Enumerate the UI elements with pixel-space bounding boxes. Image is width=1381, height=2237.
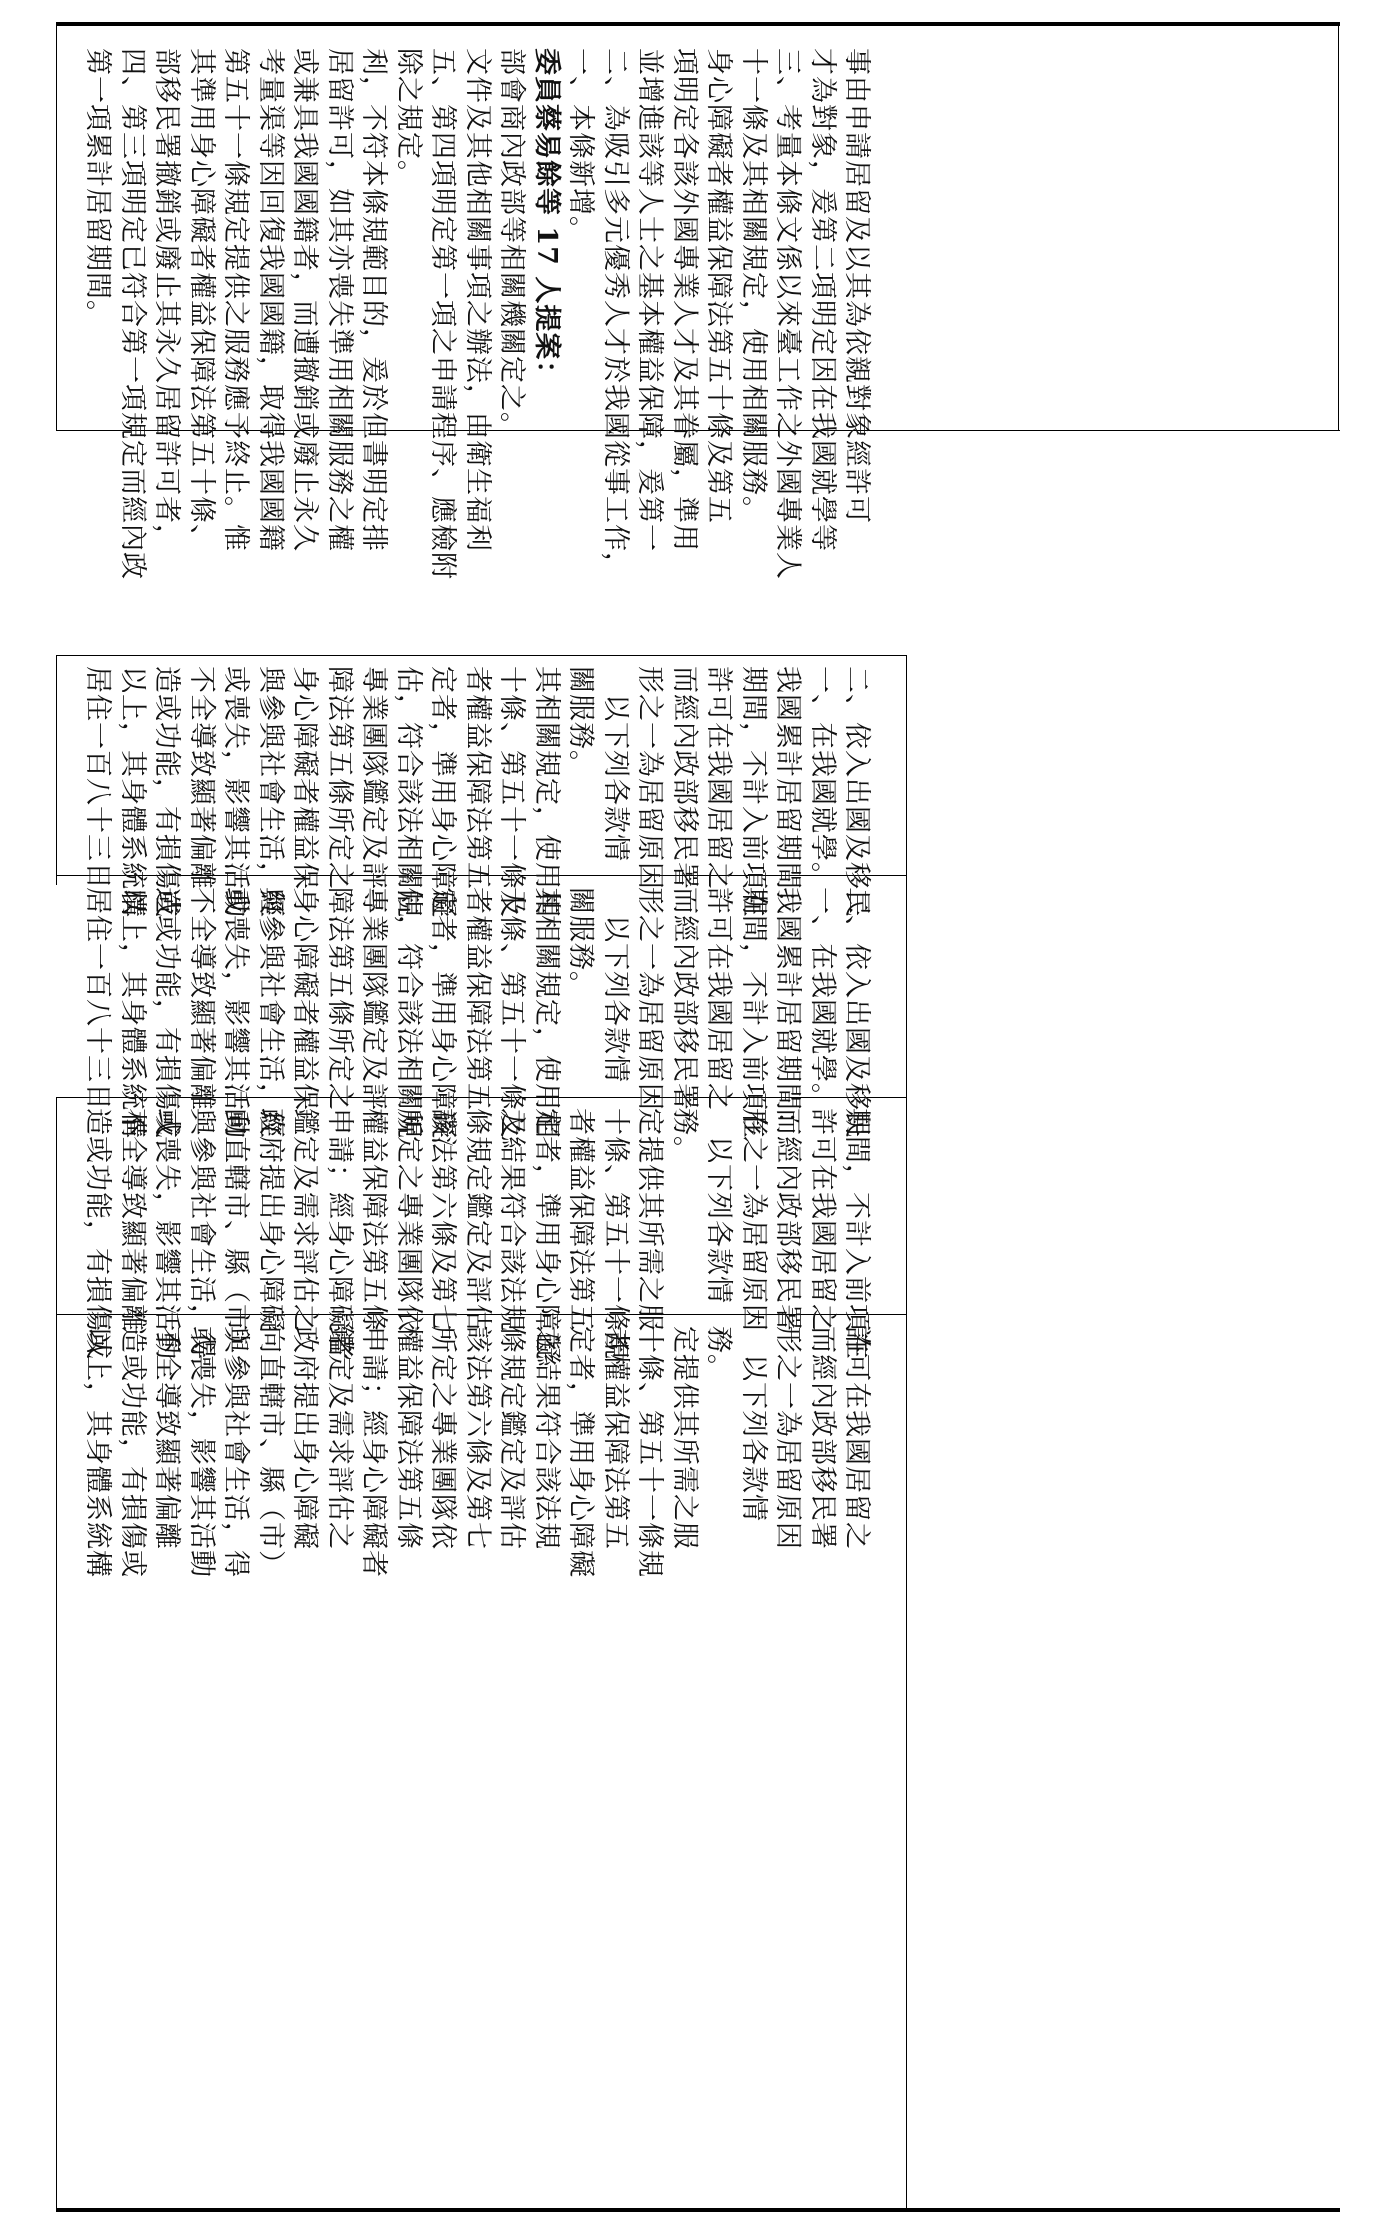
text-line: 以下列各款情 [737,1326,769,1522]
text-line: 以上，其身體系統構 [116,666,148,918]
text-line: 或喪失，影響其活動 [185,1326,217,1578]
text-line: 者權益保障法第五 [565,1108,596,1332]
text-line: 或兼具我國國籍者，而遭撤銷或廢止永久 [289,48,320,552]
text-line: 障法第五條所定之 [323,887,355,1111]
text-line: 專業團隊鑑定及評 [358,666,389,890]
text-line: 許可在我國居留之 [703,887,734,1111]
text-line: 向直轄市、縣（市） [220,1108,251,1360]
text-line: 者權益保障法第五 [461,887,493,1111]
text-line: 居住一百八十三日 [82,887,113,1111]
text-line: 身心障礙者權益保障法第五十條及第五 [703,48,734,524]
text-line: 向直轄市、縣（市） [254,1326,286,1578]
text-line: 造或功能，有損傷或 [151,666,182,918]
text-line: 而經內政部移民署 [772,1108,803,1332]
text-line: 我國累計居留期間： [772,666,803,918]
text-line: 定提供其所需之服 [634,1108,665,1332]
text-line: 條規定鑑定及評估 [461,1108,493,1332]
text-line: 條規定鑑定及評估 [496,1326,527,1550]
text-line: 一、在我國就學。 [806,666,838,890]
text-line: 委員蔡易餘等 17 人提案： [530,48,562,389]
text-line: 關服務。 [565,666,596,778]
text-line: 造或功能，有損傷或 [151,887,182,1139]
text-line: 一、在我國就學。 [806,887,838,1111]
text-line: 之結果符合該法規 [530,1326,562,1550]
text-line: 除之規定。 [392,48,424,188]
text-line: 定者，準用身心障礙 [427,666,458,918]
text-line: 十條、第五十一條規 [634,1326,665,1578]
text-line: 不全導致顯著偏離 [185,666,217,890]
text-line: 造或功能，有損傷或 [116,1326,148,1578]
text-line: 關服務。 [565,887,596,999]
text-line: 估，符合該法相關規 [392,666,424,918]
lower-hline-1 [56,655,906,656]
text-line: 該法第六條及第七 [427,1108,458,1332]
text-line: 申請；經身心障礙者 [323,1108,355,1360]
text-line: 鑑定及需求評估之 [323,1326,355,1550]
text-line: 或喪失，影響其活動 [220,666,251,918]
text-line: 十一條及其相關規定，使用相關服務。 [737,48,769,524]
top-rule [56,22,1340,26]
text-line: 不全導致顯著偏離 [151,1326,182,1550]
text-line: 身心障礙者權益保 [289,666,320,890]
text-line: 而經內政部移民署 [806,1326,838,1550]
text-line: 事由申請居留及以其為依親對象經許可 [841,48,872,524]
text-line: 三、考量本條文係以來臺工作之外國專業人 [772,48,803,580]
text-line: 定者，準用身心障礙 [530,1108,562,1360]
text-line: 文件及其他相關事項之辦法，由衛生福利 [461,48,493,552]
text-line: 以上，其身體系統構 [82,1326,113,1578]
text-line: 之結果符合該法規 [496,1108,527,1332]
text-line: 者權益保障法第五 [461,666,493,890]
text-line: 十條、第五十一條及 [496,666,527,918]
text-line: 第五十一條規定提供之服務應予終止。惟 [220,48,251,552]
text-line: 務。 [703,1326,734,1382]
text-line: 定者，準用身心障礙 [427,887,458,1139]
text-line: 十條、第五十一條及 [496,887,527,1139]
text-line: 與參與社會生活，得 [220,1326,251,1578]
text-line: 權益保障法第五條 [358,1108,389,1332]
text-line: 定提供其所需之服 [668,1326,700,1550]
text-line: 與參與社會生活，經 [254,666,286,918]
text-line: 與參與社會生活，經 [254,887,286,1139]
text-line: 而經內政部移民署 [668,887,700,1111]
text-line: 四、第三項明定已符合第一項規定而經內政 [116,48,148,580]
text-line: 務。 [668,1108,700,1164]
text-line: 期間，不計入前項在 [737,666,769,918]
text-line: 政府提出身心障礙 [289,1326,320,1550]
text-line: 與參與社會生活，得 [185,1108,217,1360]
text-line: 居住一百八十三日 [82,666,113,890]
text-line: 不全導致顯著偏離 [116,1108,148,1332]
text-line: 居留許可，如其亦喪失準用相關服務之權 [323,48,355,552]
text-line: 所定之專業團隊依 [427,1326,458,1550]
lower-border-2 [56,1097,57,2208]
text-line: 其相關規定，使用相 [530,666,562,918]
text-line: 形之一為居留原因 [772,1326,803,1550]
text-line: 身心障礙者權益保 [289,887,320,1111]
text-line: 許可在我國居留之 [806,1108,838,1332]
text-line: 我國累計居留期間： [772,887,803,1139]
text-line: 定者，準用身心障礙 [565,1326,596,1578]
text-line: 以下列各款情 [599,887,631,1083]
text-line: 二、依入出國及移民 [841,666,872,918]
text-line: 並增進該等人士之基本權益保障，爰第一 [634,48,665,552]
text-line: 項明定各該外國專業人才及其眷屬，準用 [668,48,700,552]
upper-left-border [56,26,57,430]
text-line: 以上，其身體系統構 [116,887,148,1139]
text-line: 二、為吸引多元優秀人才於我國從事工作， [599,48,631,580]
text-line: 一、本條新增。 [565,48,596,244]
text-line: 才為對象，爰第二項明定因在我國就學等 [806,48,838,552]
text-line: 以下列各款情 [703,1108,734,1304]
text-line: 造或功能，有損傷或 [82,1108,113,1360]
text-line: 其準用身心障礙者權益保障法第五十條、 [185,48,217,552]
text-line: 形之一為居留原因 [634,666,665,890]
text-line: 鑑定及需求評估之 [289,1108,320,1332]
text-line: 估，符合該法相關規 [392,887,424,1139]
text-line: 五、第四項明定第一項之申請程序、應檢附 [427,48,458,580]
text-line: 形之一為居留原因 [634,887,665,1111]
text-line: 該法第六條及第七 [461,1326,493,1550]
text-line: 形之一為居留原因 [737,1108,769,1332]
text-line: 專業團隊鑑定及評 [358,887,389,1111]
text-line: 許可在我國居留之 [841,1326,872,1550]
text-line: 者權益保障法第五 [599,1326,631,1550]
text-line: 十條、第五十一條規 [599,1108,631,1360]
lower-right-border [906,655,907,2208]
text-line: 考量渠等因回復我國國籍，取得我國國籍 [254,48,286,552]
text-line: 許可在我國居留之 [703,666,734,890]
text-line: 障法第五條所定之 [323,666,355,890]
text-line: 所定之專業團隊依 [392,1108,424,1332]
text-line: 或喪失，影響其活動 [220,887,251,1139]
text-line: 以下列各款情 [599,666,631,862]
text-line: 不全導致顯著偏離 [185,887,217,1111]
upper-right-border [1338,26,1339,430]
text-line: 期間，不計入前項在 [841,1108,872,1360]
text-line: 二、依入出國及移民 [841,887,872,1139]
bottom-rule [56,2208,1340,2212]
text-line: 利，不符本條規範目的，爰於但書明定排 [358,48,389,552]
text-line: 其相關規定，使用相 [530,887,562,1139]
text-line: 權益保障法第五條 [392,1326,424,1550]
text-line: 或喪失，影響其活動 [151,1108,182,1360]
text-line: 政府提出身心障礙 [254,1108,286,1332]
lower-border-1 [56,655,57,885]
text-line: 部會商內政部等相關機關定之。 [496,48,527,440]
text-line: 而經內政部移民署 [668,666,700,890]
text-line: 期間，不計入前項在 [737,887,769,1139]
text-line: 部移民署撤銷或廢止其永久居留許可者， [151,48,182,552]
text-line: 申請；經身心障礙者 [358,1326,389,1578]
text-line: 第一項累計居留期間。 [82,48,113,328]
